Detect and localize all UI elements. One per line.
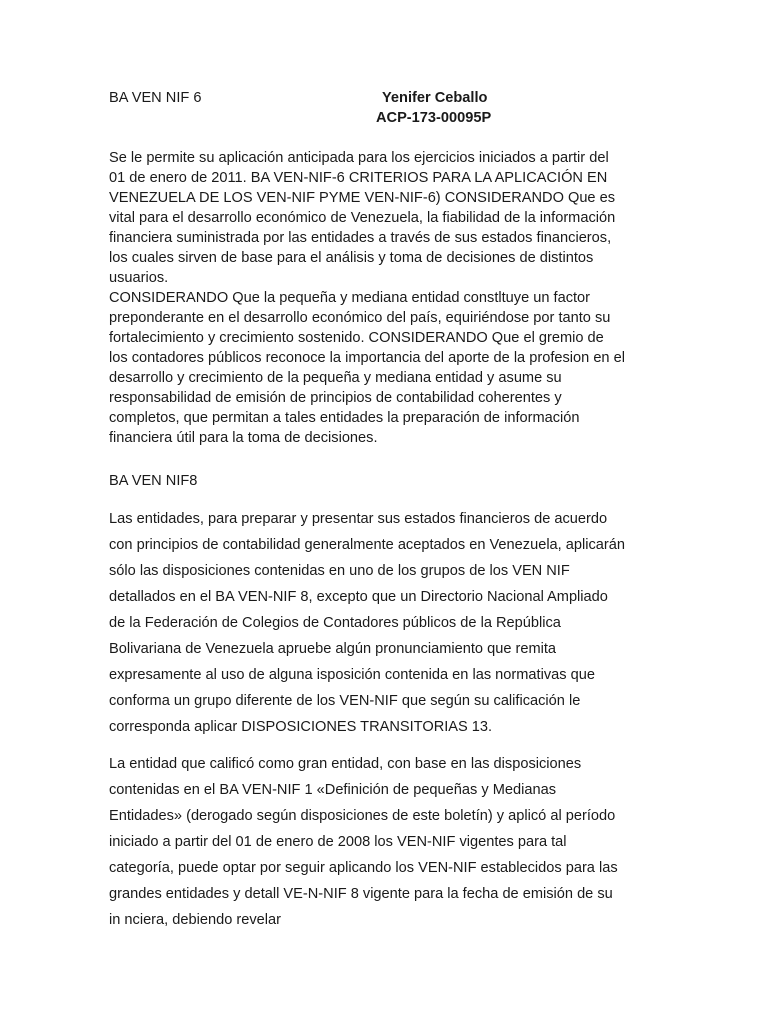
paragraph-line: Se le permite su aplicación anticipada para los ejercicios iniciados a partir del [109, 150, 609, 166]
paragraph-line: Entidades» (derogado según disposiciones de este boletín) y aplicó al período [109, 808, 616, 824]
paragraph-line: financiera suministrada por las entidades a través de sus estados financieros, [109, 230, 612, 246]
paragraph-line: expresamente al uso de alguna isposición contenida en las normativas que [109, 667, 595, 683]
paragraph-line: La entidad que calificó como gran entidad, con base en las disposiciones [109, 756, 582, 772]
paragraph-line: preponderante en el desarrollo económico del país, equiriéndose por tanto su [109, 310, 611, 326]
paragraph-line: de la Federación de Colegios de Contadores públicos de la República [109, 615, 561, 631]
section2-heading: BA VEN NIF8 [109, 473, 198, 489]
paragraph-line: categoría, puede optar por seguir aplicando los VEN-NIF establecidos para las [109, 860, 618, 876]
author-name: Yenifer Ceballo [382, 90, 488, 106]
paragraph-line: financiera útil para la toma de decisiones. [109, 430, 378, 446]
paragraph-line: responsabilidad de emisión de principios de contabilidad coherentes y [109, 390, 562, 406]
paragraph-line: corresponda aplicar DISPOSICIONES TRANSITORIAS 13. [109, 719, 493, 735]
paragraph-line: los cuales sirven de base para el análisis y toma de decisiones de distintos [109, 250, 594, 266]
paragraph-line: usuarios. [109, 270, 169, 286]
paragraph-line: grandes entidades y detall VE-N-NIF 8 vigente para la fecha de emisión de su [109, 886, 613, 902]
paragraph-line: vital para el desarrollo económico de Venezuela, la fiabilidad de la información [109, 210, 616, 226]
paragraph-line: los contadores públicos reconoce la importancia del aporte de la profesion en el [109, 350, 625, 366]
paragraph-line: desarrollo y crecimiento de la pequeña y mediana entidad y asume su [109, 370, 562, 386]
paragraph-line: in nciera, debiendo revelar [109, 912, 281, 928]
paragraph-line: sólo las disposiciones contenidas en uno de los grupos de los VEN NIF [109, 563, 570, 579]
paragraph-line: Bolivariana de Venezuela apruebe algún pronunciamiento que remita [109, 641, 557, 657]
paragraph-line: VENEZUELA DE LOS VEN-NIF PYME VEN-NIF-6) CONSIDERANDO Que es [109, 190, 616, 206]
paragraph-line: completos, que permitan a tales entidades la preparación de información [109, 410, 580, 426]
paragraph-line: fortalecimiento y crecimiento sostenido. CONSIDERANDO Que el gremio de [109, 330, 604, 346]
paragraph-line: CONSIDERANDO Que la pequeña y mediana entidad constltuye un factor [109, 290, 591, 306]
author-code: ACP-173-00095P [376, 110, 492, 126]
paragraph-line: conforma un grupo diferente de los VEN-NIF que según su calificación le [109, 693, 581, 709]
paragraph-line: iniciado a partir del 01 de enero de 2008 los VEN-NIF vigentes para tal [109, 834, 567, 850]
paragraph-line: con principios de contabilidad generalmente aceptados en Venezuela, aplicarán [109, 537, 626, 553]
paragraph-line: detallados en el BA VEN-NIF 8, excepto que un Directorio Nacional Ampliado [109, 589, 608, 605]
paragraph-line: contenidas en el BA VEN-NIF 1 «Definición de pequeñas y Medianas [109, 782, 556, 798]
paragraph-line: 01 de enero de 2011. BA VEN-NIF-6 CRITERIOS PARA LA APLICACIÓN EN [109, 170, 608, 186]
paragraph-line: Las entidades, para preparar y presentar sus estados financieros de acuerdo [109, 511, 608, 527]
doc-label: BA VEN NIF 6 [109, 90, 202, 106]
